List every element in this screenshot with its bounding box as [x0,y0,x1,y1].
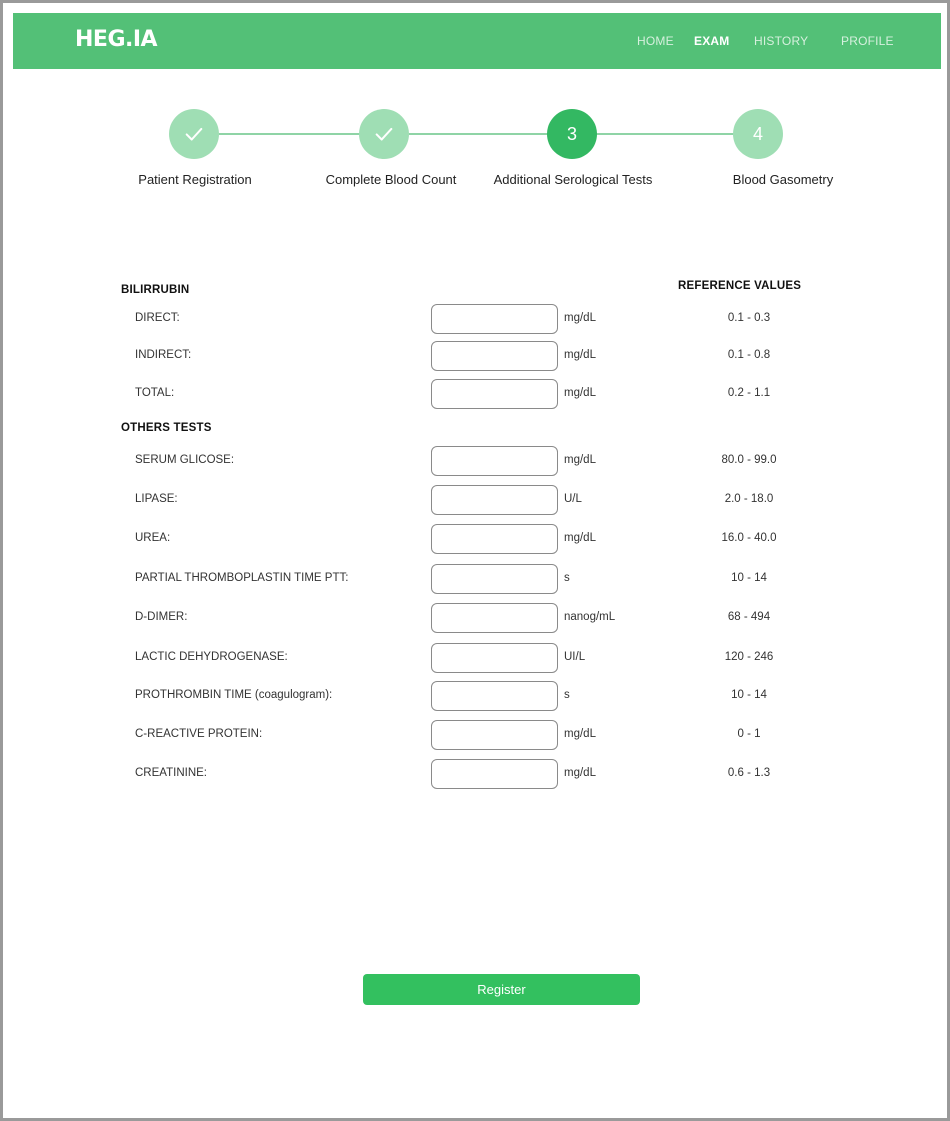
step-1-circle[interactable] [169,109,219,159]
step-2-label: Complete Blood Count [325,172,457,187]
unit-label: mg/dL [564,728,596,740]
others-section-title: OTHERS TESTS [121,422,212,434]
unit-label: mg/dL [564,349,596,361]
register-button[interactable]: Register [363,974,640,1005]
step-1-label: Patient Registration [138,172,252,187]
step-4-circle[interactable] [733,109,783,159]
unit-label: UI/L [564,651,586,663]
nav-history-link[interactable]: HISTORY [754,34,809,48]
field-label: D-DIMER: [135,611,188,623]
form-row-serum-glicose [3,446,950,478]
reference-values-title: REFERENCE VALUES [678,280,802,292]
nav-profile-link[interactable]: PROFILE [841,34,894,48]
unit-label: U/L [564,493,582,505]
check-icon [373,123,395,145]
field-label: UREA: [135,532,171,544]
ptt-input[interactable] [431,564,558,594]
check-icon [183,123,205,145]
form-row-lactic-dehydrogenase [3,643,950,675]
direct-bilirubin-input[interactable] [431,304,558,334]
reference-value: 0 - 1 [737,728,761,740]
field-label: DIRECT: [135,312,180,324]
form-row-direct [3,304,950,336]
c-reactive-protein-input[interactable] [431,720,558,750]
field-label: TOTAL: [135,387,175,399]
unit-label: mg/dL [564,312,596,324]
reference-value: 0.1 - 0.3 [727,312,771,324]
step-3-label: Additional Serological Tests [493,172,653,187]
d-dimer-input[interactable] [431,603,558,633]
unit-label: mg/dL [564,387,596,399]
lipase-input[interactable] [431,485,558,515]
lactic-dehydrogenase-input[interactable] [431,643,558,673]
field-label: INDIRECT: [135,349,192,361]
form-row-indirect [3,341,950,373]
app-logo[interactable]: HEG.IA [75,27,158,52]
field-label: PARTIAL THROMBOPLASTIN TIME PTT: [135,572,349,584]
step-3-number: 3 [566,123,577,144]
field-label: LIPASE: [135,493,178,505]
top-navbar [13,13,941,69]
reference-value: 68 - 494 [727,611,771,623]
creatinine-input[interactable] [431,759,558,789]
field-label: LACTIC DEHYDROGENASE: [135,651,288,663]
total-bilirubin-input[interactable] [431,379,558,409]
step-4-number: 4 [752,123,763,144]
prothrombin-time-input[interactable] [431,681,558,711]
stepper-connector [595,133,737,135]
form-row-ptt [3,564,950,596]
field-label: CREATININE: [135,767,207,779]
urea-input[interactable] [431,524,558,554]
nav-home-link[interactable]: HOME [637,34,674,48]
unit-label: s [564,689,570,701]
step-4-label: Blood Gasometry [732,172,834,187]
indirect-bilirubin-input[interactable] [431,341,558,371]
reference-value: 0.6 - 1.3 [727,767,771,779]
step-3-circle[interactable] [547,109,597,159]
reference-value: 80.0 - 99.0 [721,454,777,466]
serum-glicose-input[interactable] [431,446,558,476]
reference-value: 120 - 246 [724,651,774,663]
unit-label: mg/dL [564,767,596,779]
form-row-lipase [3,485,950,517]
form-row-c-reactive-protein [3,720,950,752]
reference-value: 10 - 14 [731,689,767,701]
reference-value: 2.0 - 18.0 [724,493,774,505]
unit-label: nanog/mL [564,611,616,623]
nav-exam-link[interactable]: EXAM [694,34,730,48]
field-label: SERUM GLICOSE: [135,454,235,466]
reference-value: 16.0 - 40.0 [721,532,777,544]
field-label: C-REACTIVE PROTEIN: [135,728,263,740]
form-row-total [3,379,950,411]
unit-label: mg/dL [564,532,596,544]
form-row-prothrombin-time [3,681,950,713]
form-row-d-dimer [3,603,950,635]
stepper-connector [219,133,364,135]
step-2-circle[interactable] [359,109,409,159]
form-row-urea [3,524,950,556]
unit-label: mg/dL [564,454,596,466]
form-row-creatinine [3,759,950,791]
reference-value: 0.2 - 1.1 [727,387,771,399]
reference-value: 0.1 - 0.8 [727,349,771,361]
bilirubin-section-title: BILIRRUBIN [121,284,190,296]
field-label: PROTHROMBIN TIME (coagulogram): [135,689,333,701]
stepper-connector [409,133,551,135]
unit-label: s [564,572,570,584]
reference-value: 10 - 14 [731,572,767,584]
